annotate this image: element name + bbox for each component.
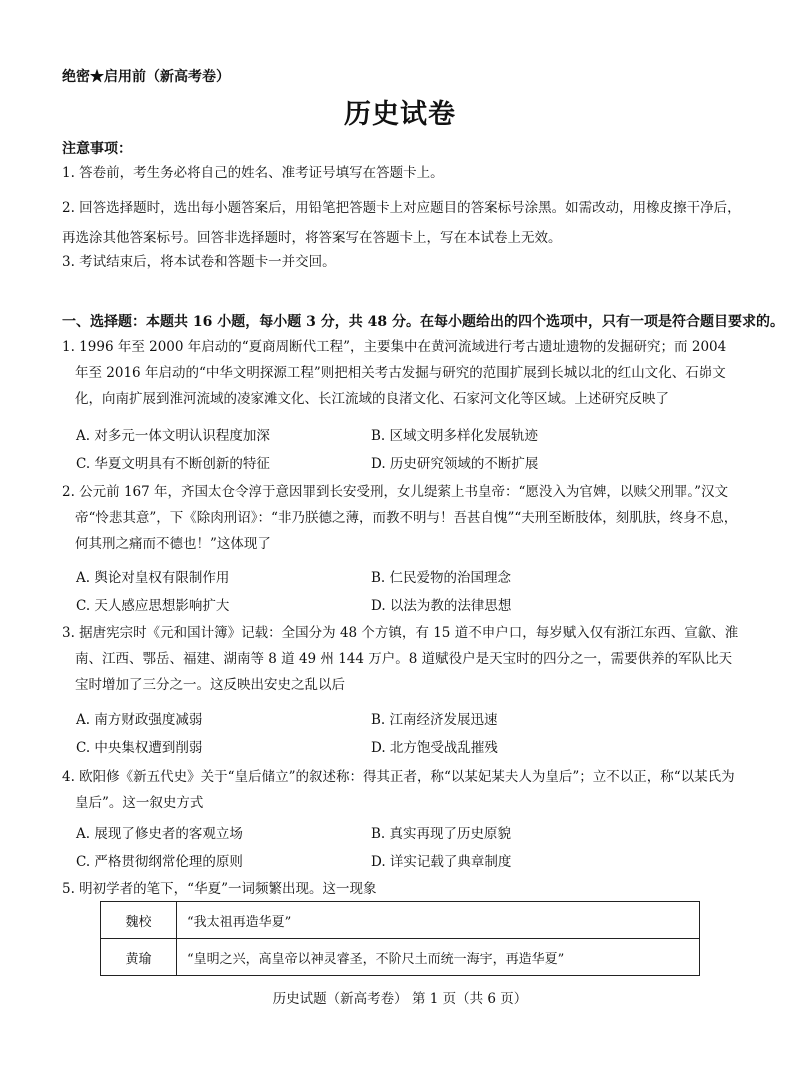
notice-item: 3. 考试结束后，将本试卷和答题卡一并交回。 [62,254,336,270]
table-row [101,902,700,939]
notice-item: 2. 回答选择题时，选出每小题答案后，用铅笔把答题卡上对应题目的答案标号涂黑。如需改动，用橡皮擦干净后，再选涂其他答案标号。回答非选择题时，将答案写在答题卡上，写在本试卷上无效。 [62,200,741,246]
question-stem: 3. 据唐宪宗时《元和国计簿》记载：全国分为 48 个方镇，有 15 道不申户口，每岁赋入仅有浙江东西、宣歙、淮南、江西、鄂岳、福建、湖南等 8 道 49 州 144 万户。8 道赋役户是天宝时的四分之一，需要供养的军队比天宝时增加了三分之一。这反映出安史之乱以后 [62,625,739,693]
option-b[interactable]: B. 区域文明多样化发展轨迹 [371,428,539,444]
quote-author: 黄瑜 [101,939,177,976]
section-title: 一、选择题：本题共 16 小题，每小题 3 分，共 48 分。在每小题给出的四个选项中，只有一项是符合题目要求的。 [62,314,784,330]
option-d[interactable]: D. 详实记载了典章制度 [371,854,512,870]
question-2 [62,479,742,557]
question-5 [62,876,742,902]
question-stem: 5. 明初学者的笔下，“华夏”一词频繁出现。这一现象 [62,881,377,897]
question-1 [62,334,742,412]
option-a[interactable]: A. 对多元一体文明认识程度加深 [76,428,270,444]
question-stem: 1. 1996 年至 2000 年启动的“夏商周断代工程”，主要集中在黄河流域进行考古遗址遗物的发掘研究；而 2004 年至 2016 年启动的“中华文明探源工程”则把相关考古发掘与研究的范围扩展到长城以北的红山文化、石峁文化，向南扩展到淮河流域的凌家滩文化、长江流域的良渚文化、石家河文化等区域。上述研究反映了 [62,339,727,407]
option-a[interactable]: A. 舆论对皇权有限制作用 [76,570,230,586]
option-d[interactable]: D. 北方饱受战乱摧残 [371,740,498,756]
secret-label: 绝密★启用前（新高考卷） [62,69,230,85]
option-c[interactable]: C. 中央集权遭到削弱 [76,740,203,756]
option-d[interactable]: D. 历史研究领域的不断扩展 [371,456,539,472]
option-c[interactable]: C. 天人感应思想影响扩大 [76,598,230,614]
option-d[interactable]: D. 以法为教的法律思想 [371,598,512,614]
page-title: 历史试卷 [344,99,456,130]
question-4 [62,764,742,816]
option-b[interactable]: B. 真实再现了历史原貌 [371,826,512,842]
quote-text: “皇明之兴，高皇帝以神灵睿圣，不阶尺土而统一海宇，再造华夏” [177,939,700,976]
option-b[interactable]: B. 仁民爱物的治国理念 [371,570,512,586]
option-c[interactable]: C. 严格贯彻纲常伦理的原则 [76,854,243,870]
option-c[interactable]: C. 华夏文明具有不断创新的特征 [76,456,270,472]
option-b[interactable]: B. 江南经济发展迅速 [371,712,498,728]
quote-table [100,901,700,976]
question-stem: 2. 公元前 167 年，齐国太仓令淳于意因罪到长安受刑，女儿缇萦上书皇帝：“愿没入为官婢，以赎父刑罪。”汉文帝“怜悲其意”，下《除肉刑诏》：“非乃朕德之薄，而教不明与！吾甚自愧”“夫刑至断肢体，刻肌肤，终身不息，何其刑之痛而不德也！”这体现了 [62,484,738,552]
question-3 [62,620,742,698]
page-footer: 历史试题（新高考卷） 第 1 页（共 6 页） [272,991,528,1007]
table-row [101,939,700,976]
notice-heading: 注意事项： [62,141,132,157]
option-a[interactable]: A. 南方财政强度减弱 [76,712,203,728]
quote-text: “我太祖再造华夏” [177,902,700,939]
option-a[interactable]: A. 展现了修史者的客观立场 [76,826,243,842]
quote-author: 魏校 [101,902,177,939]
notice-item: 1. 答卷前，考生务必将自己的姓名、准考证号填写在答题卡上。 [62,165,444,181]
question-stem: 4. 欧阳修《新五代史》关于“皇后储立”的叙述称：得其正者，称“以某妃某夫人为皇后”；立不以正，称“以某氏为皇后”。这一叙史方式 [62,769,735,811]
